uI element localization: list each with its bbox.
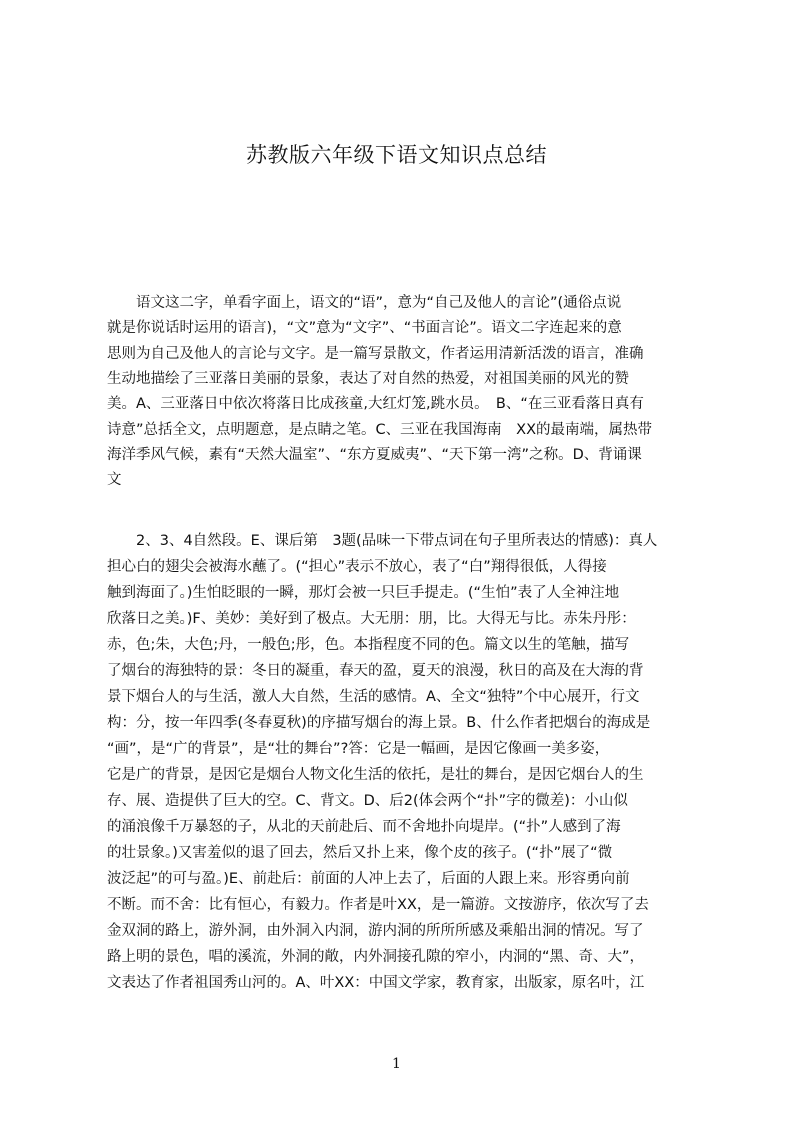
text-line: 担心白的翅尖会被海水蘸了。(“担心”表示不放心，表了“白”翔得很低，人得接 [107, 559, 607, 575]
text-line: 就是你说话时运用的语言)，“文”意为“文字”、“书面言论”。语文二字连起来的意 [107, 320, 622, 336]
text-line: 美。A、三亚落日中依次将落日比成孩童,大红灯笼,跳水员。 B、“在三亚看落日真有 [107, 396, 644, 412]
text-line: 赤，色;朱，大色;丹，一般色;彤，色。本指程度不同的色。篇文以生的笔触，描写 [107, 637, 630, 653]
text-line: 金双洞的路上，游外洞，由外洞入内洞，游内洞的所所所感及乘船出洞的情况。写了 [107, 923, 644, 939]
text-line: 景下烟台人的与生活，激人大自然，生活的感情。A、全文“独特”个中心展开，行文 [107, 689, 640, 705]
text-line: 存、展、造提供了巨大的空。C、背文。D、后2(体会两个“扑”字的微差)：小山似 [107, 793, 628, 809]
text-line: 构：分，按一年四季(冬春夏秋)的序描写烟台的海上景。B、什么作者把烟台的海成是 [107, 715, 651, 731]
text-line: 语文这二字，单看字面上，语文的“语”，意为“自己及他人的言论”(通俗点说 [107, 295, 622, 311]
text-line: 生动地描绘了三亚落日美丽的景象，表达了对自然的热爱，对祖国美丽的风光的赞 [107, 371, 629, 387]
text-line: 2、3、4自然段。E、课后第 3题(品味一下带点词在句子里所表达的情感)：真人 [107, 533, 658, 549]
text-line: 思则为自己及他人的言论与文字。是一篇写景散文，作者运用清新活泼的语言，准确 [107, 346, 644, 362]
page-number: 1 [392, 1056, 401, 1072]
text-line: 海洋季风气候，素有“天然大温室”、“东方夏威夷”、“天下第一湾”之称。D、背诵课 [107, 447, 642, 463]
text-line: 触到海面了。)生怕眨眼的一瞬，那灯会被一只巨手提走。(“生怕”表了人全神注地 [107, 585, 620, 601]
text-line: 文 [107, 472, 122, 488]
text-line: 波泛起”的可与盈。)E、前赴后：前面的人冲上去了，后面的人跟上来。形容勇向前 [107, 871, 630, 887]
text-line: 诗意”总括全文，点明题意，是点睛之笔。C、三亚在我国海南 XX的最南端，属热带 [107, 422, 652, 438]
text-line: 路上明的景色，唱的溪流，外洞的敞，内外洞接孔隙的窄小，内洞的“黑、奇、大”， [107, 949, 645, 965]
page-title: 苏教版六年级下语文知识点总结 [246, 143, 547, 167]
text-line: 它是广的背景，是因它是烟台人物文化生活的依托，是壮的舞台，是因它烟台人的生 [107, 767, 644, 783]
text-line: 欣落日之美。)F、美妙：美好到了极点。大无朋：朋，比。大得无与比。赤朱丹彤： [107, 611, 636, 627]
text-line: 的壮景象。)又害羞似的退了回去，然后又扑上来，像个皮的孩子。(“扑”展了“微 [107, 845, 613, 861]
text-line: 的涌浪像千万暴怒的子，从北的天前赴后、而不舍地扑向堤岸。(“扑”人感到了海 [107, 819, 621, 835]
text-line: 不断。而不舍：比有恒心，有毅力。作者是叶XX，是一篇游。文按游序，依次写了去 [107, 897, 649, 913]
text-line: 了烟台的海独特的景：冬日的凝重，春天的盈，夏天的浪漫，秋日的高及在大海的背 [107, 663, 644, 679]
text-line: “画”，是“广的背景”，是“壮的舞台”?答：它是一幅画，是因它像画一美多姿， [107, 741, 610, 757]
text-line: 文表达了作者祖国秀山河的。A、叶XX：中国文学家，教育家，出版家，原名叶，江 [107, 975, 645, 991]
